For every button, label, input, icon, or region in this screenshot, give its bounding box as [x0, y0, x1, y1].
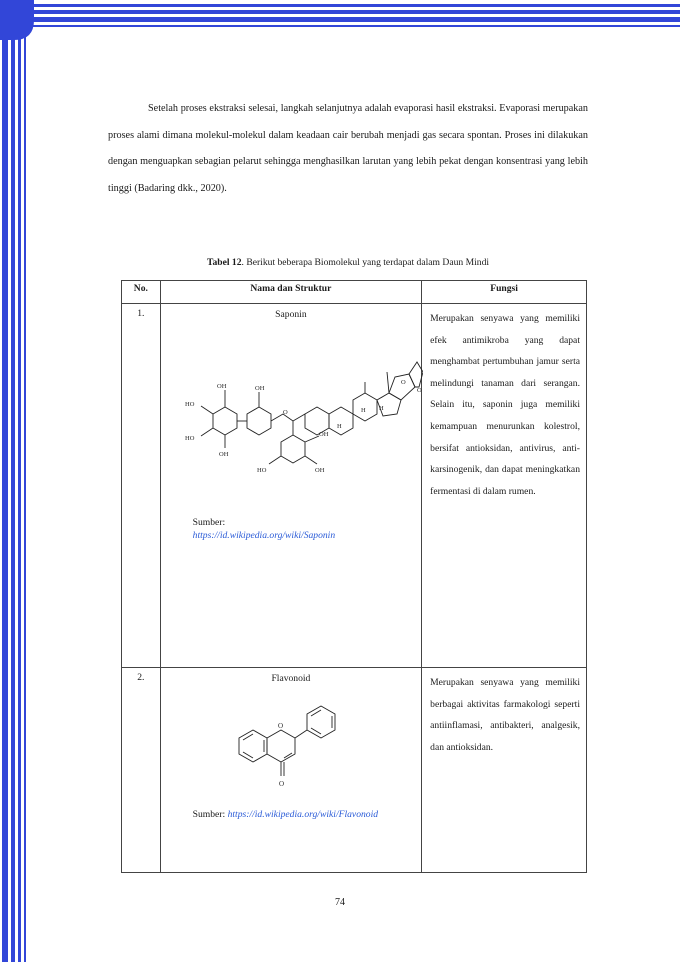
row-number: 2.: [122, 668, 161, 873]
function-cell: Merupakan senyawa yang memiliki berbagai aktivitas farmakologi seperti antiinflamasi, antibakteri, analgesik, dan antioksidan.: [422, 668, 587, 873]
biomolecule-table: [121, 280, 587, 873]
structure-label-o: O: [278, 780, 284, 788]
body-paragraph: Setelah proses ekstraksi selesai, langkah selanjutnya adalah evaporasi hasil ekstraksi. Evaporasi merupakan proses alami dimana molekul-molekul dalam keadaan cair berubah menjadi gas secara spontan. Proses ini dilakukan dengan menguapkan sebagian pelarut sehingga menghasilkan larutan yang lebih pekat dengan konsentrasi yang lebih tinggi (Badaring dkk., 2020).: [108, 103, 588, 194]
structure-label-oh: OH: [318, 431, 329, 438]
header-name-structure: Nama dan Struktur: [160, 281, 421, 304]
structure-label-ho: HO: [184, 401, 195, 408]
structure-label-ho: HO: [256, 467, 267, 474]
structure-label-ho: HO: [184, 435, 195, 442]
header-no: No.: [122, 281, 161, 304]
function-cell: Merupakan senyawa yang memiliki efek antimikroba yang dapat menghambat pertumbuhan jamur serta melindungi tanaman dari serangan. Selain itu, saponin juga memiliki kemampuan menurunkan kolestrol, bersifat antioksidan, antivirus, anti-karsinogenik, dan dapat meningkatkan fermentasi di dalam rumen.: [422, 304, 587, 668]
structure-label-h: H: [360, 407, 366, 414]
table-header-row: [122, 281, 587, 304]
source-link[interactable]: https://id.wikipedia.org/wiki/Flavonoid: [227, 809, 379, 820]
compound-name: Saponin: [275, 309, 307, 320]
structure-label-o: O: [400, 379, 406, 386]
structure-label-o: O: [416, 387, 422, 394]
name-structure-cell: [160, 668, 421, 873]
structure-label-o: O: [282, 409, 288, 416]
structure-label-h: H: [336, 423, 342, 430]
caption-label: Tabel 12: [206, 257, 242, 268]
structure-label-oh: OH: [218, 451, 229, 458]
source-citation: [193, 808, 378, 821]
source-citation: [193, 516, 335, 542]
name-structure-cell: [160, 304, 421, 668]
flavonoid-structure-diagram: [229, 690, 369, 800]
saponin-structure-diagram: [173, 332, 423, 482]
structure-label-oh: OH: [254, 385, 265, 392]
page-number: 74: [335, 897, 345, 908]
table-row: [122, 304, 587, 668]
structure-label-h: H: [378, 405, 384, 412]
table-caption: [108, 257, 588, 268]
row-number: 1.: [122, 304, 161, 668]
caption-text: . Berikut beberapa Biomolekul yang terdapat dalam Daun Mindi: [241, 257, 490, 268]
source-link[interactable]: https://id.wikipedia.org/wiki/Saponin: [192, 530, 336, 541]
source-label: Sumber:: [192, 809, 226, 820]
header-function: Fungsi: [422, 281, 587, 304]
table-row: [122, 668, 587, 873]
compound-name: Flavonoid: [271, 673, 311, 684]
source-label: Sumber:: [192, 517, 226, 528]
structure-label-o: O: [277, 722, 283, 730]
structure-label-oh: OH: [216, 383, 227, 390]
structure-label-oh: OH: [314, 467, 325, 474]
